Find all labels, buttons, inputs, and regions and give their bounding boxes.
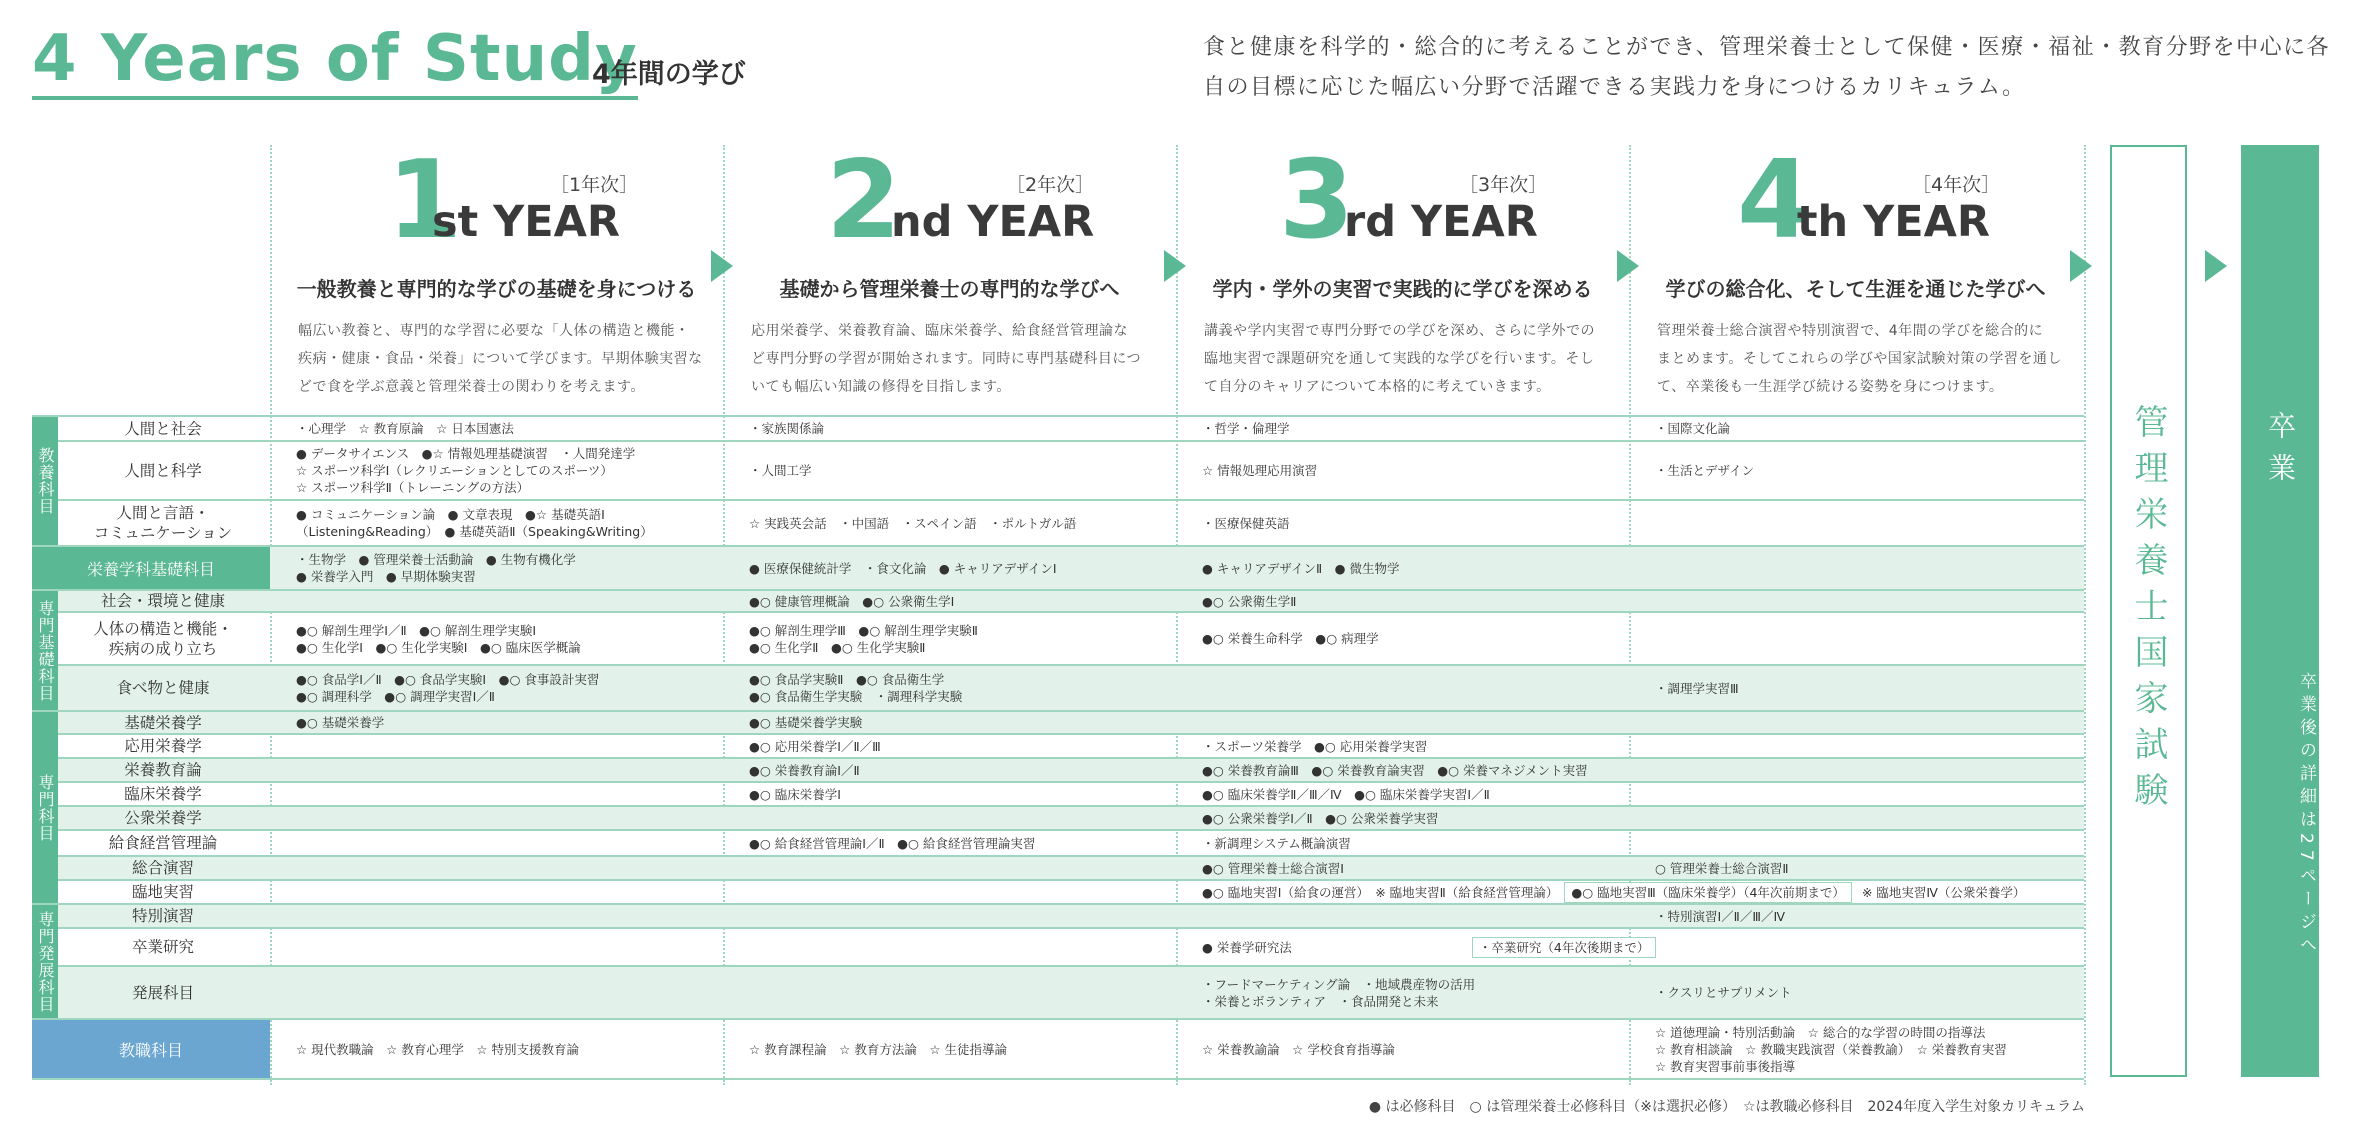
course-cell <box>749 831 1194 855</box>
course-line: ●○ 栄養教育論Ⅰ／Ⅱ <box>749 762 860 778</box>
table-row <box>32 545 2084 589</box>
course-cell <box>296 442 741 499</box>
course-line: ●○ 食品学Ⅰ／Ⅱ ●○ 食品学実験Ⅰ ●○ 食事設計実習 <box>296 672 600 687</box>
group-label-senmon_kiso: 専門基礎科目 <box>32 591 58 710</box>
course-line: ●○ 解剖生理学Ⅰ／Ⅱ ●○ 解剖生理学実験Ⅰ <box>296 622 537 638</box>
course-cell <box>749 591 1194 611</box>
course-cell <box>296 783 741 805</box>
course-line: ☆ スポーツ科学Ⅱ（トレーニングの方法） <box>296 480 530 495</box>
course-line: ・生活とデザイン <box>1655 463 1755 478</box>
table-row <box>32 879 2084 903</box>
year-tag: ［3年次］ <box>1459 174 1548 196</box>
course-cell <box>1655 831 2085 855</box>
course-cell <box>749 807 1194 829</box>
course-cell <box>749 967 1194 1018</box>
table-row <box>32 829 2084 855</box>
course-cell <box>296 929 741 965</box>
course-line: ●○ 健康管理概論 ●○ 公衆衛生学Ⅰ <box>749 593 955 609</box>
arrow-icon <box>2070 250 2092 282</box>
course-text: ●○ 臨地実習Ⅰ（給食の運営） ※ 臨地実習Ⅱ（給食経営管理論） <box>1202 884 1559 900</box>
course-cell <box>1655 666 2085 710</box>
course-cell <box>1655 442 2085 499</box>
course-cell <box>749 613 1194 664</box>
course-line: ●○ 基礎栄養学実験 <box>749 715 863 730</box>
course-line: ☆ 教育実習事前事後指導 <box>1655 1058 1796 1074</box>
course-cell <box>296 881 741 903</box>
course-cell <box>1202 417 1647 440</box>
course-cell <box>749 857 1194 879</box>
national-exam-box <box>2110 145 2187 1077</box>
table-row <box>32 855 2084 879</box>
course-cell <box>749 905 1194 927</box>
course-line: ●○ 栄養教育論Ⅲ ●○ 栄養教育論実習 ●○ 栄養マネジメント実習 <box>1202 762 1588 778</box>
course-cell <box>296 613 741 664</box>
course-cell <box>1655 1020 2085 1078</box>
group-label-kyoyo: 教養科目 <box>32 417 58 545</box>
course-line: ●○ 生化学Ⅰ ●○ 生化学実験Ⅰ ●○ 臨床医学概論 <box>296 639 581 655</box>
row-label: 栄養教育論 <box>124 761 202 779</box>
row-label: 発展科目 <box>131 983 194 1002</box>
legend-footnote: ● は必修科目 ○ は管理栄養士必修科目（※は選択必修） ☆は教職必修科目 2024年度入学生対象カリキュラム <box>1368 1099 2085 1115</box>
year-description-line: て、卒業後も一生涯学び続ける姿勢を身につけます。 <box>1657 379 2004 395</box>
course-line: ●○ 解剖生理学Ⅲ ●○ 解剖生理学実験Ⅱ <box>749 622 978 638</box>
page-subtitle: 4年間の学び <box>592 59 746 90</box>
course-cell <box>749 417 1194 440</box>
year-description-line: まとめます。そしてこれらの学びや国家試験対策の学習を通し <box>1657 351 2062 367</box>
year-description-line: 疾病・健康・食品・栄養」について学びます。早期体験実習な <box>298 351 703 367</box>
course-cell <box>1202 905 1647 927</box>
year-description-line: 臨地実習で課題研究を通して実践的な学びを行います。そし <box>1204 351 1595 367</box>
course-line: ・医療保健英語 <box>1202 515 1290 531</box>
course-cell <box>749 759 1194 781</box>
graduation-note: 卒業後の詳細は27ページへ <box>2296 671 2316 959</box>
course-line: ・人間工学 <box>749 463 812 478</box>
row-label: 臨地実習 <box>131 883 194 901</box>
course-cell <box>1655 881 2085 903</box>
table-row <box>32 710 2084 733</box>
course-cell <box>1202 807 1647 829</box>
course-line <box>1202 882 2026 903</box>
table-row <box>32 440 2084 499</box>
course-cell <box>1655 547 2085 589</box>
year-number: 4 <box>1737 138 1813 263</box>
course-line: ・スポーツ栄養学 ●○ 応用栄養学実習 <box>1202 738 1428 754</box>
table-row <box>32 589 2084 611</box>
table-row <box>32 903 2084 927</box>
course-line: ●○ 給食経営管理論Ⅰ／Ⅱ ●○ 給食経営管理論実習 <box>749 835 1036 851</box>
year-suffix: rd YEAR <box>1344 197 1538 247</box>
year-theme: 基礎から管理栄養士の専門的な学びへ <box>779 277 1120 301</box>
course-text: ● 栄養学研究法 <box>1202 939 1292 955</box>
course-cell <box>1655 929 2085 965</box>
year-tag: ［2年次］ <box>1006 174 1095 196</box>
course-line: ☆ 栄養教諭論 ☆ 学校食育指導論 <box>1202 1041 1395 1057</box>
course-cell <box>296 712 741 733</box>
year-number: 2 <box>826 138 902 263</box>
year-description-line: 講義や学内実習で専門分野での学びを深め、さらに学外での <box>1204 323 1595 339</box>
course-line: ●○ 公衆衛生学Ⅱ <box>1202 593 1297 609</box>
table-row <box>32 499 2084 545</box>
row-label-kiso: 栄養学科基礎科目 <box>32 547 270 589</box>
course-line: ●○ 食品衛生学実験 ・調理科学実験 <box>749 689 963 704</box>
row-label: 人体の構造と機能・ 疾病の成り立ち <box>93 619 233 658</box>
course-line: ●○ 調理科学 ●○ 調理学実習Ⅰ／Ⅱ <box>296 689 495 704</box>
course-line: ●○ 管理栄養士総合演習Ⅰ <box>1202 860 1344 876</box>
year-number: 3 <box>1279 138 1355 263</box>
course-cell <box>1202 881 2026 903</box>
course-text: ※ 臨地実習Ⅳ（公衆栄養学） <box>1861 884 2026 900</box>
course-cell <box>296 735 741 757</box>
course-cell <box>749 501 1194 545</box>
course-cell <box>1202 442 1647 499</box>
course-cell <box>1655 735 2085 757</box>
course-cell <box>296 831 741 855</box>
year-suffix: st YEAR <box>432 197 621 247</box>
group-label-senmon: 専門科目 <box>32 712 58 903</box>
course-line: ・クスリとサプリメント <box>1655 985 1792 1000</box>
course-line: ・フードマーケティング論 ・地域農産物の活用 <box>1202 976 1476 992</box>
course-cell <box>296 967 741 1018</box>
course-cell <box>1655 759 2085 781</box>
table-row <box>32 664 2084 710</box>
table-row <box>32 733 2084 757</box>
year-description-line: て自分のキャリアについて本格的に考えていきます。 <box>1204 379 1551 395</box>
year-theme: 学内・学外の実習で実践的に学びを深める <box>1212 277 1593 301</box>
row-label: 社会・環境と健康 <box>100 592 225 610</box>
graduation-title: 卒業 <box>2264 411 2297 495</box>
course-cell <box>1202 501 1647 545</box>
course-cell <box>296 666 741 710</box>
course-line: ☆ 実践英会話 ・中国語 ・スペイン語 ・ポルトガル語 <box>749 515 1077 531</box>
row-label: 給食経営管理論 <box>108 834 218 852</box>
sotsuken-box: ・卒業研究（4年次後期まで） <box>1472 937 1656 958</box>
course-cell <box>1202 831 1647 855</box>
course-line: ●○ 臨床栄養学Ⅱ／Ⅲ／Ⅳ ●○ 臨床栄養学実習Ⅰ／Ⅱ <box>1202 786 1490 802</box>
rinchi-box: ●○ 臨地実習Ⅲ（臨床栄養学）（4年次前期まで） <box>1564 882 1852 903</box>
course-cell <box>1202 547 1647 589</box>
year-number: 1 <box>387 138 463 263</box>
course-line: ☆ 教育相談論 ☆ 教職実践演習（栄養教諭） ☆ 栄養教育実習 <box>1655 1041 2007 1057</box>
course-cell <box>1655 905 2085 927</box>
course-line: （Listening&Reading） ● 基礎英語Ⅱ（Speaking&Writing） <box>296 524 653 539</box>
course-cell <box>296 759 741 781</box>
course-cell <box>296 591 741 611</box>
year-suffix: nd YEAR <box>891 197 1095 247</box>
row-label: 特別演習 <box>131 907 194 925</box>
row-label: 公衆栄養学 <box>124 809 202 827</box>
course-cell <box>1202 735 1647 757</box>
table-row <box>32 757 2084 781</box>
curriculum-table <box>32 138 2084 1083</box>
table-row <box>32 805 2084 829</box>
course-cell <box>1655 967 2085 1018</box>
row-label: 基礎栄養学 <box>124 713 202 732</box>
course-line: ●○ 栄養生命科学 ●○ 病理学 <box>1202 631 1379 646</box>
course-line: ● キャリアデザインⅡ ● 微生物学 <box>1202 560 1400 576</box>
year-theme: 一般教養と専門的な学びの基礎を身につける <box>296 277 697 301</box>
course-line: ・調理学実習Ⅲ <box>1655 680 1739 696</box>
year-tag: ［4年次］ <box>1912 174 2001 196</box>
row-label: 人間と科学 <box>124 461 202 480</box>
course-line: ●○ 応用栄養学Ⅰ／Ⅱ／Ⅲ <box>749 738 881 754</box>
course-line: ●○ 基礎栄養学 <box>296 715 385 730</box>
course-cell <box>749 1020 1194 1078</box>
course-cell <box>1655 857 2085 879</box>
course-cell <box>749 881 1194 903</box>
year-theme: 学びの総合化、そして生涯を通じた学びへ <box>1665 277 2046 301</box>
table-row <box>32 965 2084 1018</box>
course-cell <box>1655 783 2085 805</box>
course-line: ☆ 現代教職論 ☆ 教育心理学 ☆ 特別支援教育論 <box>296 1041 580 1057</box>
course-cell <box>749 547 1194 589</box>
course-line: ●○ 臨床栄養学Ⅰ <box>749 786 841 802</box>
course-line: ●○ 食品学実験Ⅱ ●○ 食品衛生学 <box>749 672 945 687</box>
course-cell <box>296 1020 741 1078</box>
table-row <box>32 611 2084 664</box>
row-label: 応用栄養学 <box>124 737 202 755</box>
course-line <box>1202 937 1650 958</box>
course-cell <box>296 417 741 440</box>
course-cell <box>1202 929 1650 965</box>
course-line: ☆ 道徳理論・特別活動論 ☆ 総合的な学習の時間の指導法 <box>1655 1024 1986 1040</box>
course-line: ● 医療保健統計学 ・食文化論 ● キャリアデザインⅠ <box>749 560 1057 576</box>
course-line: ○ 管理栄養士総合演習Ⅱ <box>1655 860 1789 876</box>
group-label-hatten: 専門発展科目 <box>32 905 58 1018</box>
course-cell <box>1202 783 1647 805</box>
table-row <box>32 781 2084 805</box>
page-title: 4 Years of Study <box>32 22 638 100</box>
course-cell <box>1202 613 1647 664</box>
graduation-box <box>2241 145 2319 1077</box>
course-line: ●○ 公衆栄養学Ⅰ／Ⅱ ●○ 公衆栄養学実習 <box>1202 810 1439 826</box>
year-tag: ［1年次］ <box>550 174 639 196</box>
course-cell <box>1655 807 2085 829</box>
row-label: 人間と社会 <box>124 419 202 438</box>
year-description-line: どで食を学ぶ意義と管理栄養士の関わりを考えます。 <box>298 379 645 395</box>
course-cell <box>749 712 1194 733</box>
lead-text: 食と健康を科学的・総合的に考えることができ、管理栄養士として保健・医療・福祉・教育分野を中心に各自の目標に応じた幅広い分野で活躍できる実践力を身につけるカリキュラム。 <box>1203 35 2331 100</box>
row-label: 人間と言語・ コミュニケーション <box>93 504 233 542</box>
course-cell <box>1202 1020 1647 1078</box>
course-line: ☆ 情報処理応用演習 <box>1202 463 1318 478</box>
course-cell <box>749 735 1194 757</box>
course-line: ● 栄養学入門 ● 早期体験実習 <box>296 569 476 584</box>
course-cell <box>1655 613 2085 664</box>
year-description-line: 幅広い教養と、専門的な学習に必要な「人体の構造と機能・ <box>298 323 690 339</box>
table-row <box>32 927 2084 965</box>
year-description-line: 管理栄養士総合演習や特別演習で、4年間の学びを総合的に <box>1657 323 2044 339</box>
course-line: ●○ 生化学Ⅱ ●○ 生化学実験Ⅱ <box>749 639 926 655</box>
course-cell <box>749 666 1194 710</box>
course-cell <box>1655 501 2085 545</box>
year-description-line: ど専門分野の学習が開始されます。同時に専門基礎科目につ <box>751 351 1142 367</box>
course-line: ☆ スポーツ科学Ⅰ（レクリエーションとしてのスポーツ） <box>296 463 613 478</box>
table-row <box>32 415 2084 440</box>
course-line: ・家族関係論 <box>749 421 825 436</box>
course-line: ・生物学 ● 管理栄養士活動論 ● 生物有機化学 <box>296 552 576 567</box>
table-row <box>32 1018 2084 1080</box>
year-description-line: いても幅広い知識の修得を目指します。 <box>751 379 1011 395</box>
course-line: ・新調理システム概論演習 <box>1202 835 1351 851</box>
course-cell <box>749 783 1194 805</box>
course-line: ・哲学・倫理学 <box>1202 421 1290 436</box>
course-cell <box>1655 712 2085 733</box>
row-label: 総合演習 <box>131 859 194 877</box>
course-cell <box>749 929 1194 965</box>
course-line: ☆ 教育課程論 ☆ 教育方法論 ☆ 生徒指導論 <box>749 1041 1008 1057</box>
course-cell <box>296 807 741 829</box>
national-exam-label: 管理栄養士国家試験 <box>2128 404 2168 818</box>
row-label-kyoshoku: 教職科目 <box>32 1020 270 1078</box>
year-description-line: 応用栄養学、栄養教育論、臨床栄養学、給食経営管理論な <box>751 323 1128 339</box>
course-cell <box>296 501 741 545</box>
course-cell <box>1202 591 1647 611</box>
course-line: ● データサイエンス ●☆ 情報処理基礎演習 ・人間発達学 <box>296 446 636 461</box>
course-cell <box>296 857 741 879</box>
course-line: ● コミュニケーション論 ● 文章表現 ●☆ 基礎英語Ⅰ <box>296 507 605 522</box>
course-cell <box>1655 591 2085 611</box>
row-label: 臨床栄養学 <box>124 785 202 803</box>
course-cell <box>1202 666 1647 710</box>
course-line: ・心理学 ☆ 教育原論 ☆ 日本国憲法 <box>296 421 514 436</box>
course-cell <box>1655 417 2085 440</box>
course-cell <box>1202 712 1647 733</box>
row-label: 卒業研究 <box>131 938 194 956</box>
course-line: ・栄養とボランティア ・食品開発と未来 <box>1202 993 1439 1009</box>
course-line: ・国際文化論 <box>1655 421 1731 436</box>
course-cell <box>296 905 741 927</box>
arrow-icon <box>2205 250 2227 282</box>
course-cell <box>1202 967 1647 1018</box>
year-suffix: th YEAR <box>1797 197 1991 247</box>
course-cell <box>296 547 741 589</box>
course-cell <box>749 442 1194 499</box>
row-label: 食べ物と健康 <box>116 679 210 697</box>
course-cell <box>1202 759 1647 781</box>
course-cell <box>1202 857 1647 879</box>
course-line: ・特別演習Ⅰ／Ⅱ／Ⅲ／Ⅳ <box>1655 908 1785 924</box>
